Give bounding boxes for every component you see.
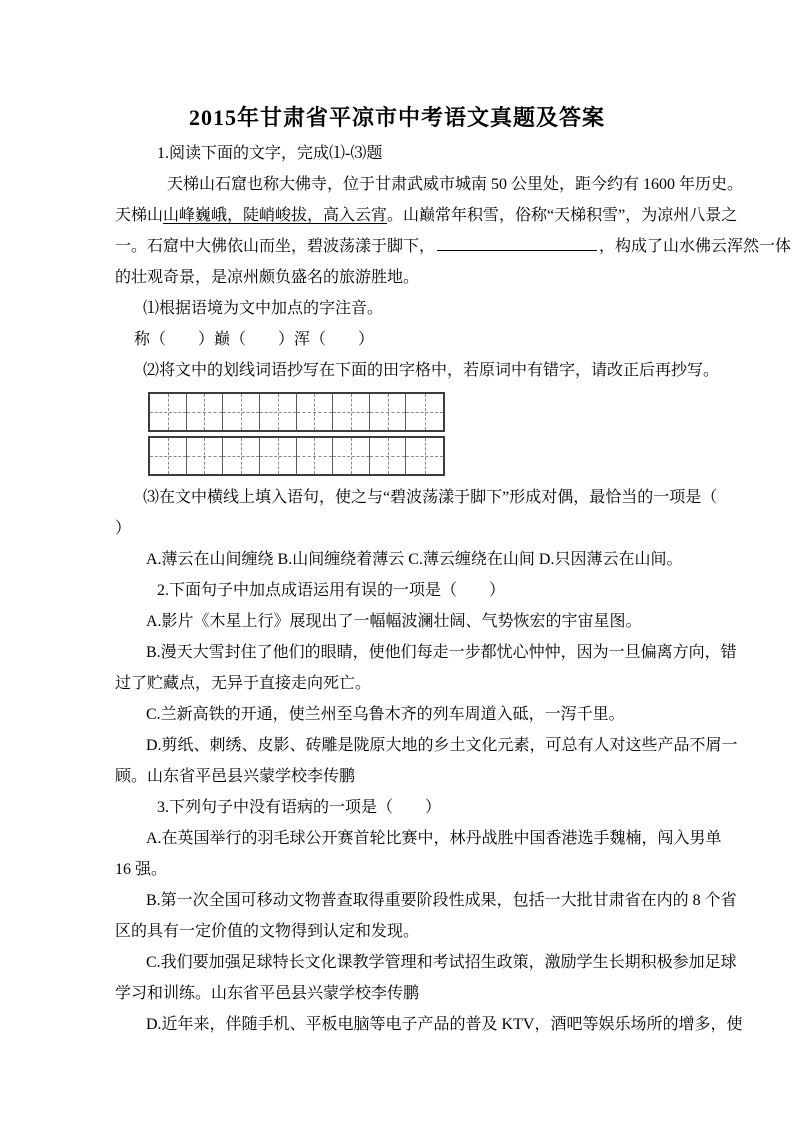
tianzige-cell [223,394,260,430]
q1-sub3-stem-line-1: ⑶在文中横线上填入语句，使之与“碧波荡漾于脚下”形成对偶，最恰当的一项是（ [143,489,718,506]
tianzige-cell [260,394,297,430]
tianzige-cell [333,394,370,430]
tianzige-row [148,436,445,476]
text-segment: ，构成了山水佛云浑然一体 [599,238,792,255]
q2-option-d-line-2: 顾。山东省平邑县兴蒙学校李传鹏 [115,768,356,785]
q3-option-c-line-2: 学习和训练。山东省平邑县兴蒙学校李传鹏 [115,985,420,1002]
tianzige-cell [297,394,334,430]
q2-option-b-line-1: B.漫天大雪封住了他们的眼睛，使他们每走一步都忧心忡忡，因为一旦偏离方向，错 [146,644,737,661]
tianzige-cell [187,438,224,474]
page-title: 2015年甘肃省平凉市中考语文真题及答案 [188,105,605,130]
tianzige-cell [150,394,187,430]
underlined-phrase: 山峰巍峨，陡峭峻拔，高入云宵 [163,207,388,224]
q1-sub2-stem: ⑵将文中的划线词语抄写在下面的田字格中，若原词中有错字，请改正后再抄写。 [143,362,720,379]
text-segment: 。山巅常年积雪，俗称“天梯积雪”，为凉州八景之 [387,207,738,224]
q2-option-a: A.影片《木星上行》展现出了一幅幅波澜壮阔、气势恢宏的宇宙星图。 [146,613,642,630]
tianzige-cell [333,438,370,474]
tianzige-cell [406,438,443,474]
q1-sub3-stem-line-2: ） [115,520,132,537]
q1-stem: 1.阅读下面的文字，完成⑴-⑶题 [157,145,383,162]
q2-option-b-line-2: 过了贮藏点，无异于直接走向死亡。 [115,675,372,692]
q2-stem: 2.下面句子中加点成语运用有误的一项是（ ） [157,582,506,599]
tianzige-cell [223,438,260,474]
q3-option-b-line-2: 区的具有一定价值的文物得到认定和发现。 [115,923,420,940]
tianzige-cell [370,394,407,430]
q1-sub3-options: A.薄云在山间缠绕 B.山间缠绕着薄云 C.薄云缠绕在山间 D.只因薄云在山间。 [146,551,683,568]
tianzige-cell [187,394,224,430]
q1-sub1-stem: ⑴根据语境为文中加点的字注音。 [143,300,384,317]
q2-option-c: C.兰新高铁的开通，使兰州至乌鲁木齐的列车周道入砥，一泻千里。 [146,706,625,723]
q3-option-a-line-1: A.在英国举行的羽毛球公开赛首轮比赛中，林丹战胜中国香港选手魏楠，闯入男单 [146,830,722,847]
q3-option-c-line-1: C.我们要加强足球特长文化课教学管理和考试招生政策，激励学生长期积极参加足球 [146,954,737,971]
tianzige-cell [406,394,443,430]
q3-option-d: D.近年来，伴随手机、平板电脑等电子产品的普及 KTV，酒吧等娱乐场所的增多，使 [146,1016,743,1033]
text-segment: 一。石窟中大佛依山而坐，碧波荡漾于脚下， [115,238,436,255]
tianzige-cell [150,438,187,474]
text-segment: 天梯山 [115,207,164,224]
passage-line-1: 天梯山石窟也称大佛寺，位于甘肃武威市城南 50 公里处，距今约有 1600 年历史。 [167,176,744,193]
document-body [115,138,792,1040]
fill-in-blank-line [437,236,597,251]
q3-stem: 3.下列句子中没有语病的一项是（ ） [157,799,442,816]
q1-sub1-answer-line: 称（ ）巅（ ）浑（ ） [134,331,375,348]
tianzige-cell [260,438,297,474]
tianzige-cell [370,438,407,474]
passage-line-2 [115,200,738,231]
tianzige-grid [148,392,445,476]
q2-option-d-line-1: D.剪纸、刺绣、皮影、砖雕是陇原大地的乡土文化元素，可总有人对这些产品不屑一 [146,737,738,754]
tianzige-cell [297,438,334,474]
passage-line-3 [115,231,792,262]
q3-option-a-line-2: 16 强。 [115,861,168,878]
q3-option-b-line-1: B.第一次全国可移动文物普查取得重要阶段性成果，包括一大批甘肃省在内的 8 个省 [146,892,737,909]
passage-line-4: 的壮观奇景，是凉州颇负盛名的旅游胜地。 [115,269,420,286]
tianzige-row [148,392,445,432]
